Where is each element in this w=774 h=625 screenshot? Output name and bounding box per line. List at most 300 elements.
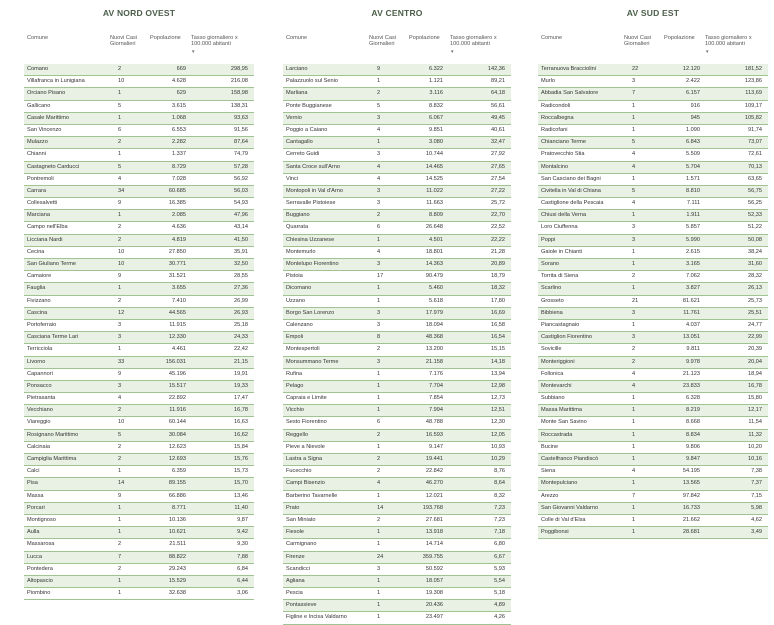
table-row [283, 503, 511, 515]
cell-comune: Pontassieve [286, 602, 317, 609]
table-row [24, 283, 254, 295]
cell-comune: Collesalvetti [27, 200, 58, 207]
table-row [283, 466, 511, 478]
table-row [538, 247, 768, 259]
cell-tasso: 20,39 [748, 346, 762, 353]
cell-tasso: 70,13 [748, 163, 762, 170]
cell-popolazione: 54.195 [682, 468, 700, 475]
cell-popolazione: 22.892 [168, 395, 186, 402]
table-row [283, 113, 511, 125]
table-row [283, 442, 511, 454]
cell-comune: Fucecchio [286, 468, 312, 475]
table-row [283, 454, 511, 466]
cell-popolazione: 7.176 [429, 370, 443, 377]
cell-tasso: 56,61 [491, 102, 505, 109]
cell-tasso: 25,73 [748, 297, 762, 304]
cell-popolazione: 3.080 [429, 139, 443, 146]
cell-comune: Capraia e Limite [286, 395, 327, 402]
table-row [283, 222, 511, 234]
column-header-tasso[interactable] [705, 35, 765, 54]
cell-comune: Mulazzo [27, 139, 48, 146]
cell-nuovi-casi: 8 [377, 334, 381, 341]
cell-popolazione: 30.771 [168, 261, 186, 267]
cell-nuovi-casi: 4 [377, 163, 381, 170]
cell-nuovi-casi: 24 [377, 553, 384, 560]
cell-comune: Poppi [541, 236, 556, 243]
cell-tasso: 11,54 [748, 419, 762, 426]
column-header-popolazione[interactable]: Popolazione [150, 35, 181, 41]
cell-popolazione: 23.497 [425, 614, 443, 621]
cell-comune: Aulla [27, 529, 40, 536]
cell-popolazione: 27.850 [168, 248, 186, 255]
cell-tasso: 4,62 [751, 516, 762, 523]
cell-nuovi-casi: 7 [632, 90, 636, 97]
cell-comune: Chiusi della Verna [541, 212, 587, 219]
cell-tasso: 142,36 [487, 66, 505, 72]
cell-nuovi-casi: 5 [632, 139, 636, 146]
cell-popolazione: 8.834 [686, 431, 700, 438]
table-row [283, 552, 511, 564]
cell-comune: Massarosa [27, 541, 55, 548]
cell-tasso: 56,25 [748, 200, 762, 207]
cell-comune: Pietrasanta [27, 395, 56, 402]
cell-comune: Piombino [27, 590, 51, 597]
cell-tasso: 64,18 [491, 90, 505, 97]
cell-tasso: 74,79 [234, 151, 248, 158]
cell-tasso: 89,21 [491, 78, 505, 85]
cell-comune: Licciana Nardi [27, 236, 63, 243]
table-av-sud-est [538, 0, 768, 539]
cell-popolazione: 21.123 [682, 370, 700, 377]
cell-nuovi-casi: 1 [377, 407, 381, 414]
table-row [538, 198, 768, 210]
table-row [283, 149, 511, 161]
cell-tasso: 9,30 [237, 541, 248, 548]
cell-tasso: 15,15 [491, 346, 505, 353]
table-row [24, 478, 254, 490]
cell-tasso: 20,04 [748, 358, 762, 365]
cell-tasso: 12,98 [491, 382, 505, 389]
cell-popolazione: 17.979 [425, 309, 443, 316]
cell-comune: Scandicci [286, 565, 310, 572]
cell-nuovi-casi: 3 [632, 236, 636, 243]
cell-popolazione: 50.592 [425, 565, 443, 572]
cell-nuovi-casi: 1 [118, 504, 122, 511]
cell-comune: Portoferraio [27, 321, 57, 328]
cell-comune: Castiglion Fiorentino [541, 334, 592, 341]
cell-nuovi-casi: 21 [632, 297, 639, 304]
cell-tasso: 40,61 [491, 126, 505, 133]
cell-comune: Vernio [286, 114, 302, 121]
table-row [538, 174, 768, 186]
cell-popolazione: 15.517 [168, 382, 186, 389]
table-row [283, 491, 511, 503]
cell-popolazione: 5.460 [429, 285, 443, 292]
cell-tasso: 181,52 [744, 66, 762, 72]
column-header-tasso[interactable] [191, 35, 251, 54]
cell-tasso: 5,18 [494, 590, 505, 597]
column-header-comune[interactable]: Comune [286, 35, 308, 41]
cell-nuovi-casi: 4 [118, 395, 122, 402]
cell-tasso: 24,77 [748, 321, 762, 328]
table-row [24, 137, 254, 149]
cell-nuovi-casi: 5 [118, 163, 122, 170]
cell-comune: San Casciano dei Bagni [541, 175, 601, 182]
sort-down-icon[interactable]: ▼ [191, 48, 196, 54]
cell-nuovi-casi: 1 [377, 78, 381, 85]
table-row [283, 101, 511, 113]
cell-comune: Piancastagnaio [541, 321, 580, 328]
column-header-comune[interactable]: Comune [27, 35, 49, 41]
cell-popolazione: 23.833 [682, 382, 700, 389]
table-row [283, 344, 511, 356]
table-row [283, 125, 511, 137]
cell-popolazione: 18.057 [425, 577, 443, 584]
table-row [24, 588, 254, 600]
column-header-popolazione[interactable]: Popolazione [409, 35, 440, 41]
cell-tasso: 22,99 [748, 334, 762, 341]
sort-down-icon[interactable]: ▼ [705, 48, 710, 54]
cell-popolazione: 81.621 [682, 297, 700, 304]
cell-tasso: 22,70 [491, 212, 505, 219]
cell-nuovi-casi: 4 [377, 248, 381, 255]
cell-tasso: 50,08 [748, 236, 762, 243]
cell-nuovi-casi: 2 [377, 346, 381, 353]
table-av-nord-ovest [24, 0, 254, 600]
cell-nuovi-casi: 1 [632, 407, 636, 414]
table-row [24, 101, 254, 113]
table-row [24, 539, 254, 551]
cell-comune: Cantagallo [286, 139, 313, 146]
table-row [283, 357, 511, 369]
cell-nuovi-casi: 3 [118, 382, 122, 389]
cell-tasso: 15,84 [234, 443, 248, 450]
table-row [538, 515, 768, 527]
cell-nuovi-casi: 2 [632, 273, 636, 280]
cell-comune: Montopoli in Val d'Arno [286, 187, 343, 194]
column-header-popolazione[interactable]: Popolazione [664, 35, 695, 41]
table-row [283, 283, 511, 295]
table-av-centro [283, 0, 511, 625]
cell-comune: Montespertoli [286, 346, 320, 353]
cell-tasso: 4,26 [494, 614, 505, 621]
table-row [24, 332, 254, 344]
cell-nuovi-casi: 1 [632, 248, 636, 255]
cell-popolazione: 4.636 [172, 224, 186, 231]
cell-nuovi-casi: 3 [377, 187, 381, 194]
cell-popolazione: 8.771 [172, 504, 186, 511]
cell-nuovi-casi: 1 [632, 126, 636, 133]
cell-popolazione: 156.031 [165, 358, 186, 365]
table-row [283, 186, 511, 198]
cell-nuovi-casi: 22 [632, 66, 639, 72]
cell-nuovi-casi: 9 [118, 492, 122, 499]
cell-comune: Arezzo [541, 492, 559, 499]
cell-popolazione: 6.553 [172, 126, 186, 133]
cell-nuovi-casi: 1 [632, 516, 636, 523]
cell-tasso: 56,03 [234, 187, 248, 194]
cell-nuovi-casi: 34 [118, 187, 125, 194]
table-row [538, 113, 768, 125]
cell-tasso: 93,63 [234, 114, 248, 121]
cell-comune: Carrara [27, 187, 46, 194]
cell-popolazione: 7.410 [172, 297, 186, 304]
cell-comune: Camaiore [27, 273, 52, 280]
cell-tasso: 26,93 [234, 309, 248, 316]
cell-tasso: 12,51 [491, 407, 505, 414]
table-title: AV CENTRO [371, 8, 423, 18]
cell-tasso: 109,17 [744, 102, 762, 109]
table-row [24, 162, 254, 174]
cell-nuovi-casi: 2 [118, 456, 122, 462]
cell-popolazione: 10.621 [168, 529, 186, 536]
cell-nuovi-casi: 1 [118, 285, 122, 292]
cell-tasso: 41,50 [234, 236, 248, 243]
cell-nuovi-casi: 7 [118, 553, 122, 560]
cell-comune: Chiesina Uzzanese [286, 236, 335, 243]
cell-comune: Bucine [541, 443, 559, 450]
cell-nuovi-casi: 5 [118, 431, 122, 438]
cell-popolazione: 6.157 [686, 90, 700, 97]
cell-popolazione: 7.028 [172, 175, 186, 182]
cell-popolazione: 4.501 [429, 236, 443, 243]
cell-tasso: 26,99 [234, 297, 248, 304]
cell-popolazione: 28.681 [682, 529, 700, 536]
cell-popolazione: 9.811 [686, 346, 700, 353]
cell-nuovi-casi: 1 [632, 395, 636, 402]
table-row [538, 442, 768, 454]
cell-popolazione: 48.368 [425, 334, 443, 341]
sort-down-icon[interactable]: ▼ [450, 48, 455, 54]
cell-nuovi-casi: 1 [632, 431, 636, 438]
cell-nuovi-casi: 1 [377, 443, 381, 450]
cell-comune: Campiglia Marittima [27, 456, 77, 462]
cell-nuovi-casi: 4 [632, 370, 636, 377]
cell-nuovi-casi: 2 [377, 516, 381, 523]
table-header [283, 24, 511, 64]
cell-tasso: 12,05 [491, 431, 505, 438]
cell-nuovi-casi: 2 [118, 407, 122, 414]
cell-comune: Figline e Incisa Valdarno [286, 614, 347, 621]
cell-popolazione: 2.422 [686, 78, 700, 85]
column-header-nuovi-casi[interactable]: Nuovi Casi Giornalieri [369, 35, 397, 48]
cell-tasso: 7,37 [751, 480, 762, 487]
cell-tasso: 15,70 [234, 480, 248, 487]
cell-nuovi-casi: 1 [377, 541, 381, 548]
cell-tasso: 27,92 [491, 151, 505, 158]
cell-popolazione: 1.121 [429, 78, 443, 85]
cell-nuovi-casi: 2 [377, 431, 381, 438]
cell-nuovi-casi: 6 [377, 224, 381, 231]
column-header-nuovi-casi[interactable]: Nuovi Casi Giornalieri [110, 35, 138, 48]
cell-tasso: 21,28 [491, 248, 505, 255]
table-row [283, 162, 511, 174]
cell-comune: Campo nell'Elba [27, 224, 68, 231]
table-row [538, 137, 768, 149]
cell-tasso: 12,73 [491, 395, 505, 402]
table-row [283, 210, 511, 222]
cell-tasso: 138,31 [230, 102, 248, 109]
cell-comune: Rufina [286, 370, 303, 377]
cell-comune: Pieve a Nievole [286, 443, 325, 450]
table-row [24, 222, 254, 234]
table-row [538, 320, 768, 332]
cell-nuovi-casi: 1 [632, 443, 636, 450]
table-row [283, 259, 511, 271]
table-row [24, 503, 254, 515]
table-row [538, 478, 768, 490]
cell-popolazione: 18.801 [425, 248, 443, 255]
cell-popolazione: 15.529 [168, 577, 186, 584]
cell-popolazione: 7.854 [429, 395, 443, 402]
cell-comune: Vecchiano [27, 407, 53, 414]
cell-tasso: 47,96 [234, 212, 248, 219]
cell-popolazione: 45.196 [168, 370, 186, 377]
table-row [538, 76, 768, 88]
cell-popolazione: 22.842 [425, 468, 443, 475]
cell-tasso: 16,69 [491, 309, 505, 316]
cell-tasso: 91,56 [234, 126, 248, 133]
cell-nuovi-casi: 1 [632, 175, 636, 182]
cell-comune: Pontedera [27, 565, 53, 572]
cell-tasso: 22,52 [491, 224, 505, 231]
cell-nuovi-casi: 6 [118, 126, 122, 133]
table-title: AV NORD OVEST [102, 8, 176, 18]
cell-tasso: 5,54 [494, 577, 505, 584]
cell-comune: Montalcino [541, 163, 569, 170]
cell-popolazione: 5.704 [686, 163, 700, 170]
table-row [283, 64, 511, 76]
table-row [24, 454, 254, 466]
cell-tasso: 32,47 [491, 139, 505, 146]
cell-nuovi-casi: 3 [377, 151, 381, 158]
cell-nuovi-casi: 2 [118, 224, 122, 231]
cell-tasso: 27,65 [491, 163, 505, 170]
cell-comune: Radicofani [541, 126, 568, 133]
table-row [283, 271, 511, 283]
table-row [24, 271, 254, 283]
cell-popolazione: 89.155 [168, 480, 186, 487]
table-row [538, 88, 768, 100]
cell-nuovi-casi: 1 [377, 395, 381, 402]
cell-popolazione: 1.337 [172, 151, 186, 158]
cell-tasso: 15,73 [234, 468, 248, 475]
table-row [24, 564, 254, 576]
cell-comune: Casciana Terme Lari [27, 334, 79, 341]
table-row [538, 527, 768, 539]
table-row [283, 564, 511, 576]
cell-popolazione: 2.282 [172, 139, 186, 146]
cell-popolazione: 8.809 [429, 212, 443, 219]
cell-tasso: 28,55 [234, 273, 248, 280]
table-row [538, 344, 768, 356]
cell-nuovi-casi: 3 [377, 321, 381, 328]
table-row [24, 430, 254, 442]
table-row [283, 296, 511, 308]
cell-tasso: 15,76 [234, 456, 248, 462]
table-row [24, 76, 254, 88]
cell-nuovi-casi: 1 [377, 285, 381, 292]
table-row [24, 466, 254, 478]
table-row [24, 64, 254, 76]
cell-nuovi-casi: 1 [632, 114, 636, 121]
cell-tasso: 25,18 [234, 321, 248, 328]
column-header-tasso[interactable] [450, 35, 510, 54]
cell-comune: San Giovanni Valdarno [541, 504, 599, 511]
cell-nuovi-casi: 2 [377, 90, 381, 97]
cell-tasso: 6,84 [237, 565, 248, 572]
cell-tasso: 16,54 [491, 334, 505, 341]
cell-comune: Monteriggioni [541, 358, 575, 365]
column-header-comune[interactable]: Comune [541, 35, 563, 41]
table-row [538, 491, 768, 503]
cell-popolazione: 14.363 [425, 261, 443, 267]
cell-nuovi-casi: 10 [118, 78, 125, 85]
cell-nuovi-casi: 4 [632, 200, 636, 207]
cell-tasso: 11,32 [748, 431, 762, 438]
cell-comune: Larciano [286, 66, 308, 72]
cell-nuovi-casi: 3 [632, 224, 636, 231]
table-row [24, 174, 254, 186]
cell-popolazione: 4.037 [686, 321, 700, 328]
table-row [24, 149, 254, 161]
cell-tasso: 158,98 [230, 90, 248, 97]
cell-comune: Comano [27, 66, 49, 72]
cell-comune: Massa [27, 492, 44, 499]
cell-tasso: 12,17 [748, 407, 762, 414]
table-row [283, 88, 511, 100]
table-row [283, 137, 511, 149]
table-row [24, 88, 254, 100]
cell-tasso: 7,23 [494, 516, 505, 523]
cell-nuovi-casi: 33 [118, 358, 125, 365]
cell-tasso: 22,22 [491, 236, 505, 243]
cell-popolazione: 60.144 [168, 419, 186, 426]
cell-popolazione: 11.761 [683, 309, 700, 316]
column-header-nuovi-casi[interactable]: Nuovi Casi Giornalieri [624, 35, 652, 48]
cell-comune: San Miniato [286, 516, 316, 523]
cell-tasso: 17,47 [234, 395, 248, 402]
cell-popolazione: 629 [176, 90, 186, 97]
cell-tasso: 16,58 [491, 321, 505, 328]
cell-tasso: 91,74 [748, 126, 762, 133]
table-row [24, 308, 254, 320]
table-row [283, 235, 511, 247]
cell-tasso: 298,95 [230, 66, 248, 72]
cell-nuovi-casi: 3 [377, 565, 381, 572]
cell-popolazione: 3.655 [172, 285, 186, 292]
cell-tasso: 8,76 [494, 468, 505, 475]
cell-tasso: 8,32 [494, 492, 505, 499]
table-row [538, 162, 768, 174]
table-title: AV SUD EST [626, 8, 680, 18]
table-row [538, 259, 768, 271]
cell-nuovi-casi: 4 [632, 382, 636, 389]
cell-nuovi-casi: 1 [377, 590, 381, 597]
cell-comune: Livorno [27, 358, 46, 365]
table-row [283, 588, 511, 600]
table-row [24, 393, 254, 405]
cell-popolazione: 6.359 [172, 468, 186, 475]
cell-popolazione: 945 [690, 114, 700, 121]
cell-nuovi-casi: 2 [632, 358, 636, 365]
cell-tasso: 216,08 [230, 78, 248, 85]
cell-comune: Colle di Val d'Elsa [541, 516, 586, 523]
cell-tasso: 18,79 [491, 273, 505, 280]
table-row [283, 515, 511, 527]
cell-comune: Fiesole [286, 529, 305, 536]
table-row [538, 210, 768, 222]
